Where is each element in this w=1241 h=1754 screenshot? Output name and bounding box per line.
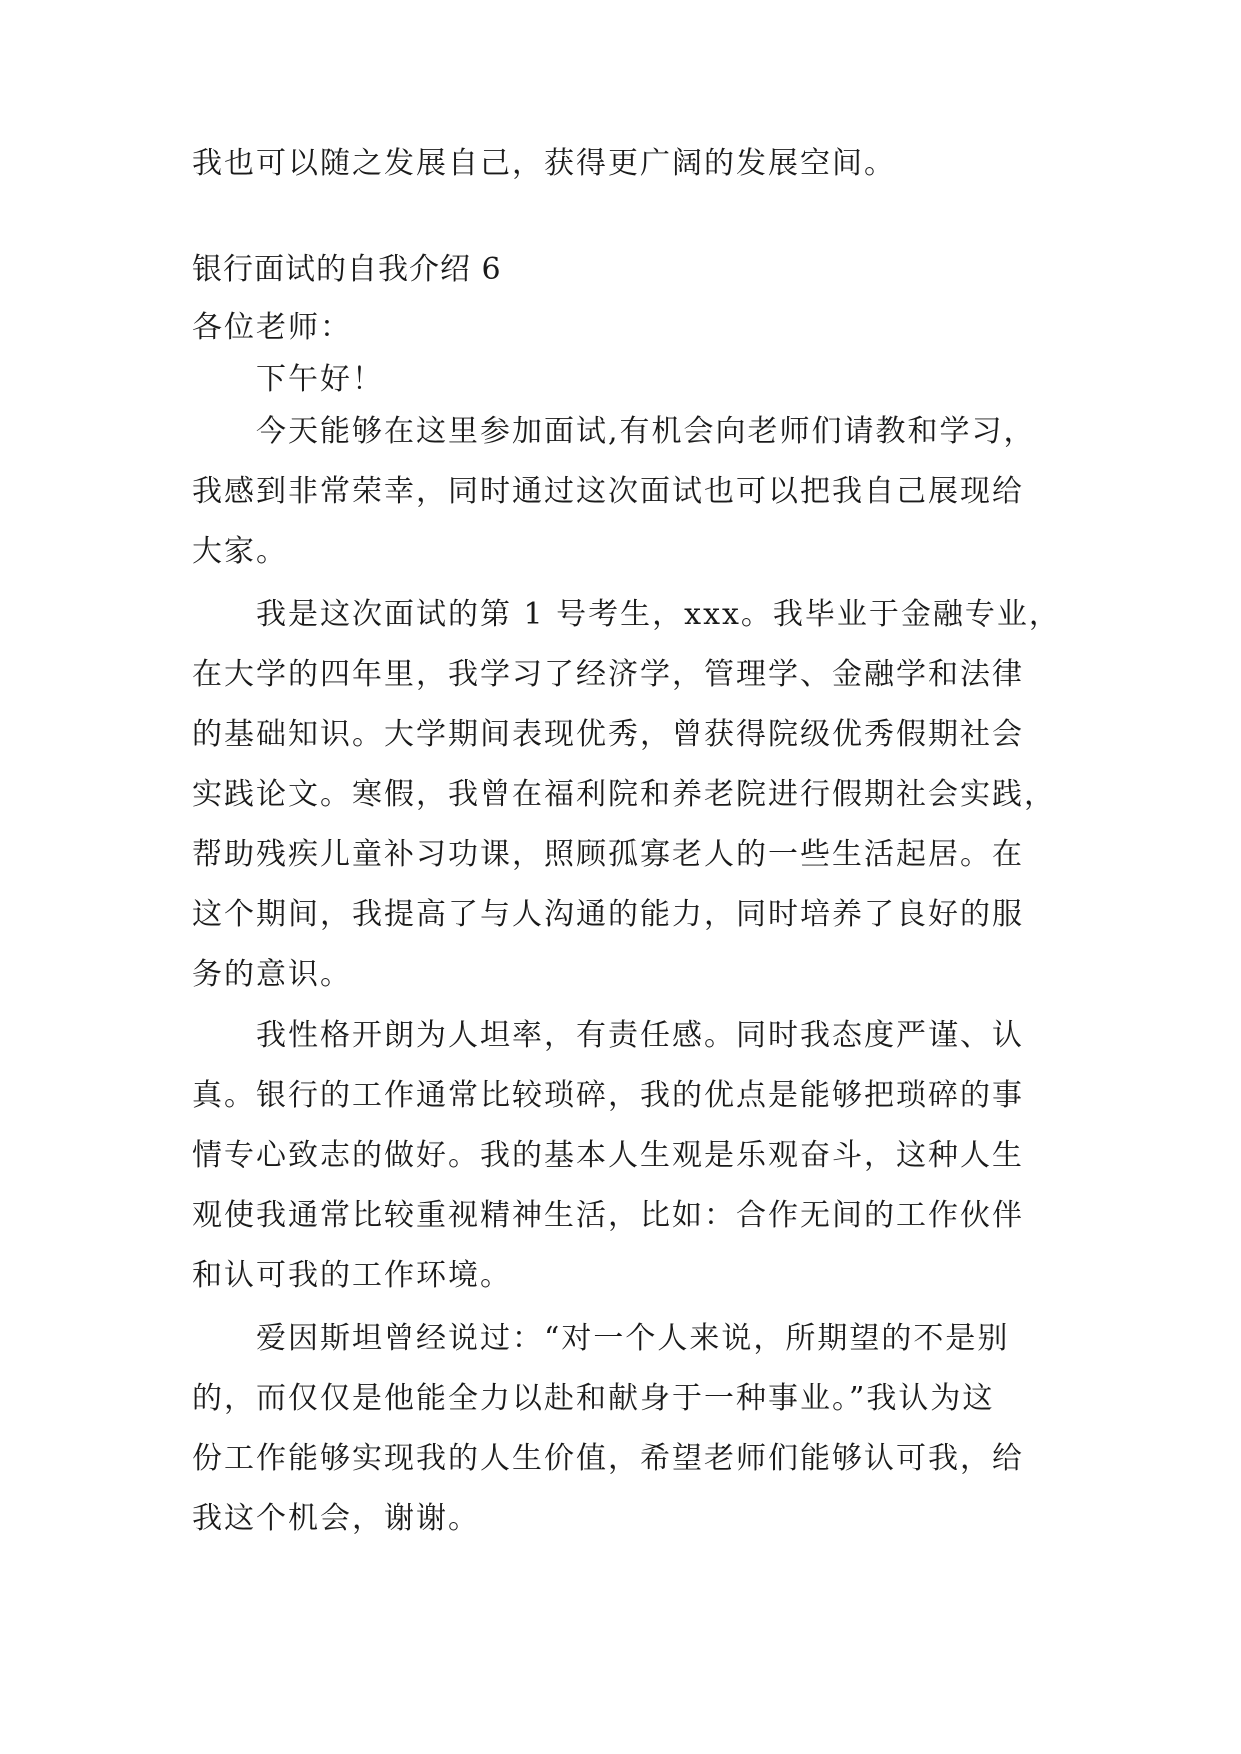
text-line: 我性格开朗为人坦率，有责任感。同时我态度严谨、认: [256, 1018, 1024, 1053]
paragraph-1: [192, 402, 1052, 582]
salutation-line: 各位老师：: [192, 310, 352, 345]
text-line: 观使我通常比较重视精神生活，比如：合作无间的工作伙伴: [192, 1198, 1024, 1233]
greeting-line: 下午好！: [256, 362, 384, 397]
text-line: 我这个机会，谢谢。: [192, 1501, 480, 1536]
greeting: [192, 350, 1052, 410]
text-line: 的，而仅仅是他能全力以赴和献身于一种事业。”我认为这: [192, 1381, 995, 1416]
text-line: 今天能够在这里参加面试,有机会向老师们请教和学习，: [256, 414, 1036, 449]
continuation-paragraph: [192, 134, 1052, 194]
text-line: 我是这次面试的第 1 号考生，xxx。我毕业于金融专业，: [256, 597, 1061, 632]
text-line: 帮助残疾儿童补习功课，照顾孤寡老人的一些生活起居。在: [192, 837, 1024, 872]
salutation: [192, 298, 1052, 358]
paragraph-4: [192, 1309, 1052, 1549]
text-line: 务的意识。: [192, 957, 352, 992]
paragraph-3: [192, 1006, 1052, 1306]
text-line: 的基础知识。大学期间表现优秀，曾获得院级优秀假期社会: [192, 717, 1024, 752]
text-line: 我感到非常荣幸，同时通过这次面试也可以把我自己展现给: [192, 474, 1024, 509]
text-line: 我也可以随之发展自己，获得更广阔的发展空间。: [192, 146, 896, 181]
text-line: 情专心致志的做好。我的基本人生观是乐观奋斗，这种人生: [192, 1138, 1024, 1173]
section-title: 银行面试的自我介绍 6: [192, 252, 502, 287]
text-line: 实践论文。寒假，我曾在福利院和养老院进行假期社会实践，: [192, 777, 1056, 812]
paragraph-2: [192, 585, 1061, 1005]
text-line: 份工作能够实现我的人生价值，希望老师们能够认可我，给: [192, 1441, 1024, 1476]
text-line: 爱因斯坦曾经说过：“对一个人来说，所期望的不是别: [256, 1321, 1010, 1356]
text-line: 在大学的四年里，我学习了经济学，管理学、金融学和法律: [192, 657, 1024, 692]
text-line: 大家。: [192, 534, 288, 569]
text-line: 和认可我的工作环境。: [192, 1258, 512, 1293]
text-line: 真。银行的工作通常比较琐碎，我的优点是能够把琐碎的事: [192, 1078, 1024, 1113]
text-line: 这个期间，我提高了与人沟通的能力，同时培养了良好的服: [192, 897, 1024, 932]
